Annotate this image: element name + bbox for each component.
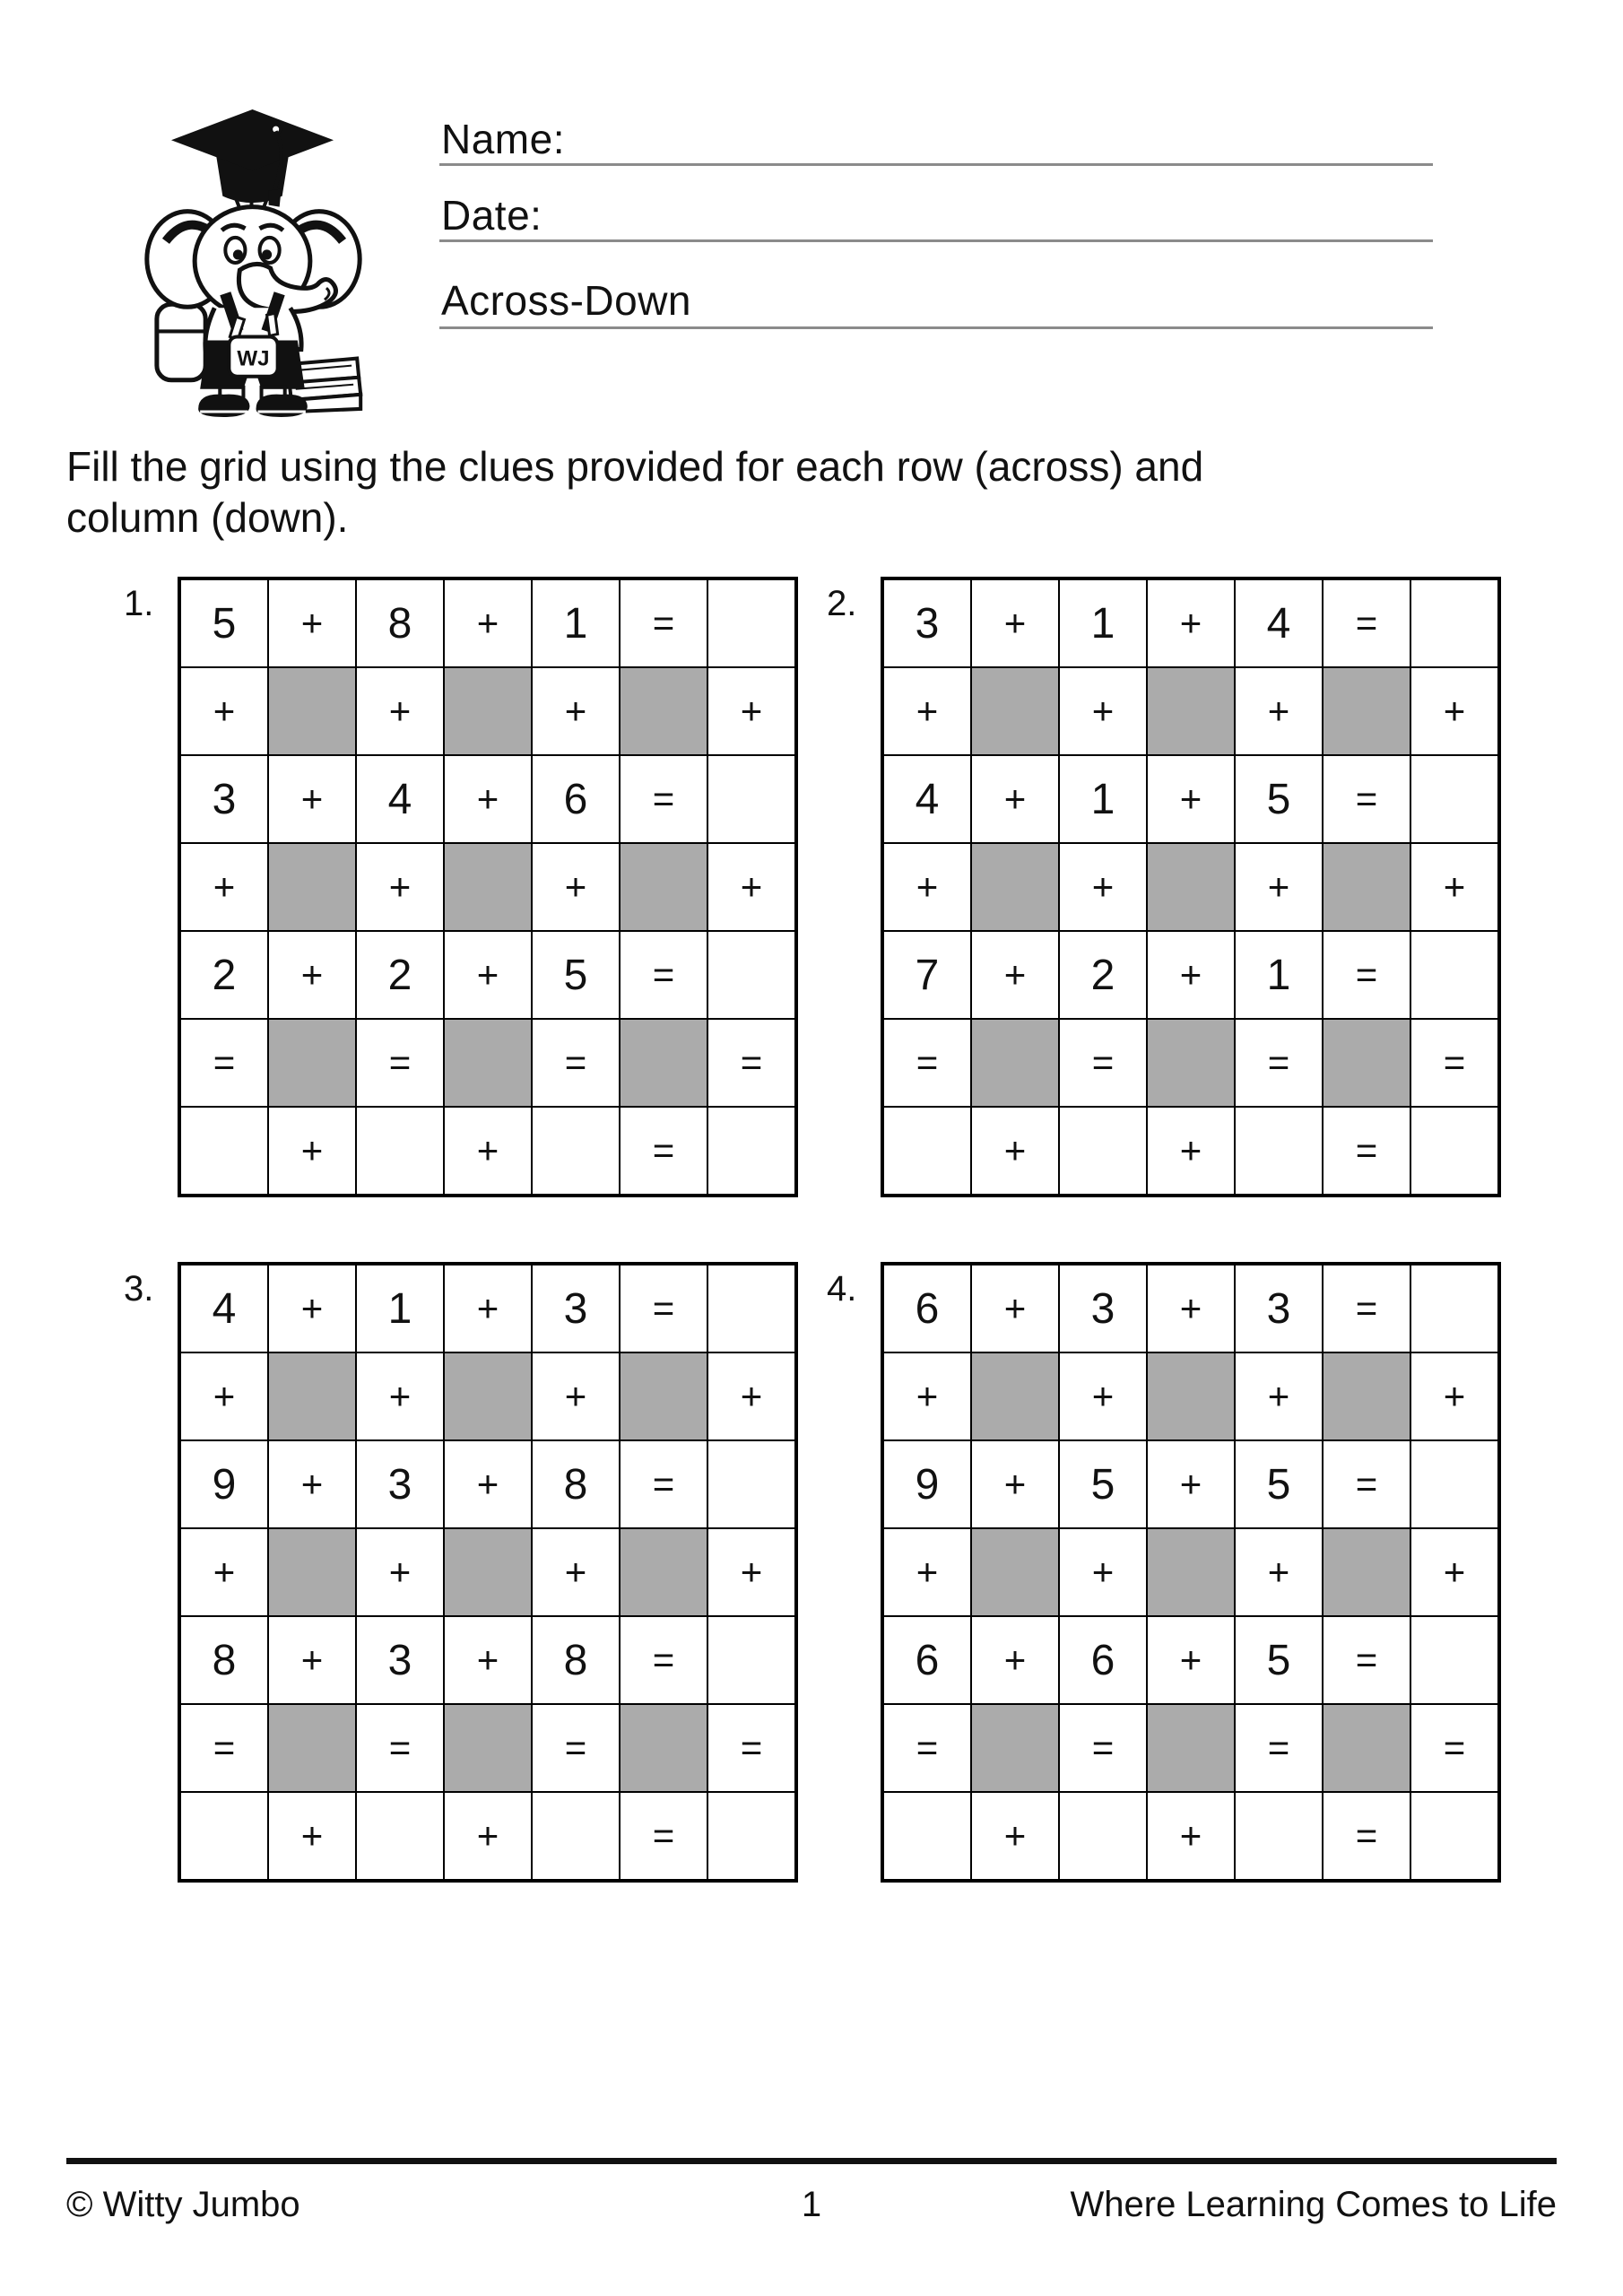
- instructions: [66, 441, 1203, 544]
- plus-cell: +: [444, 1265, 532, 1352]
- puzzle-grid-1: [178, 577, 798, 1197]
- answer-cell: [1235, 1107, 1323, 1195]
- plus-cell: +: [1235, 843, 1323, 931]
- plus-cell: +: [1059, 843, 1147, 931]
- elephant-mascot-icon: [142, 104, 364, 420]
- blocked-cell: [1147, 843, 1235, 931]
- blocked-cell: [268, 1352, 356, 1440]
- equals-cell: =: [1323, 1440, 1410, 1528]
- puzzle-grid-2: [881, 577, 1501, 1197]
- blocked-cell: [268, 843, 356, 931]
- answer-cell: [356, 1792, 444, 1880]
- answer-cell: [1235, 1792, 1323, 1880]
- number-cell: 1: [1059, 579, 1147, 667]
- answer-cell: [707, 1107, 795, 1195]
- equals-cell: =: [620, 1440, 707, 1528]
- blocked-cell: [268, 1528, 356, 1616]
- logo-monogram: WJ: [237, 346, 270, 371]
- plus-cell: +: [1235, 667, 1323, 755]
- equals-cell: =: [1323, 931, 1410, 1019]
- plus-cell: +: [707, 843, 795, 931]
- number-cell: 1: [1235, 931, 1323, 1019]
- puzzle-grid-4: [881, 1262, 1501, 1883]
- plus-cell: +: [1235, 1528, 1323, 1616]
- blocked-cell: [1323, 1352, 1410, 1440]
- equals-cell: =: [1323, 1792, 1410, 1880]
- blocked-cell: [268, 1019, 356, 1107]
- plus-cell: +: [1059, 667, 1147, 755]
- footer-copyright: © Witty Jumbo: [66, 2185, 300, 2224]
- equals-cell: =: [1059, 1019, 1147, 1107]
- number-cell: 2: [180, 931, 268, 1019]
- plus-cell: +: [180, 1528, 268, 1616]
- answer-cell: [1410, 1265, 1498, 1352]
- answer-cell: [707, 931, 795, 1019]
- plus-cell: +: [1147, 755, 1235, 843]
- plus-cell: +: [356, 1528, 444, 1616]
- blocked-cell: [1323, 1019, 1410, 1107]
- plus-cell: +: [268, 1440, 356, 1528]
- number-cell: 6: [1059, 1616, 1147, 1704]
- equals-cell: =: [1323, 1265, 1410, 1352]
- plus-cell: +: [1147, 1440, 1235, 1528]
- answer-cell: [1410, 579, 1498, 667]
- blocked-cell: [268, 667, 356, 755]
- answer-cell: [707, 1265, 795, 1352]
- number-cell: 4: [180, 1265, 268, 1352]
- equals-cell: =: [180, 1704, 268, 1792]
- plus-cell: +: [971, 579, 1059, 667]
- number-cell: 8: [180, 1616, 268, 1704]
- plus-cell: +: [1147, 579, 1235, 667]
- plus-cell: +: [707, 667, 795, 755]
- answer-cell: [532, 1792, 620, 1880]
- blocked-cell: [620, 1352, 707, 1440]
- equals-cell: =: [1323, 1107, 1410, 1195]
- plus-cell: +: [1235, 1352, 1323, 1440]
- number-cell: 1: [1059, 755, 1147, 843]
- number-cell: 8: [532, 1440, 620, 1528]
- plus-cell: +: [444, 1107, 532, 1195]
- blocked-cell: [1147, 667, 1235, 755]
- number-cell: 8: [532, 1616, 620, 1704]
- number-cell: 1: [356, 1265, 444, 1352]
- blocked-cell: [1323, 1528, 1410, 1616]
- plus-cell: +: [532, 843, 620, 931]
- blocked-cell: [444, 1019, 532, 1107]
- number-cell: 3: [883, 579, 971, 667]
- equals-cell: =: [1323, 755, 1410, 843]
- answer-cell: [883, 1792, 971, 1880]
- blocked-cell: [971, 1019, 1059, 1107]
- equals-cell: =: [620, 579, 707, 667]
- plus-cell: +: [268, 1616, 356, 1704]
- blocked-cell: [1147, 1352, 1235, 1440]
- plus-cell: +: [707, 1352, 795, 1440]
- answer-cell: [356, 1107, 444, 1195]
- answer-cell: [180, 1792, 268, 1880]
- name-underline: [439, 163, 1433, 166]
- answer-cell: [1410, 1792, 1498, 1880]
- plus-cell: +: [356, 843, 444, 931]
- plus-cell: +: [444, 755, 532, 843]
- equals-cell: =: [1323, 1616, 1410, 1704]
- plus-cell: +: [1147, 1107, 1235, 1195]
- number-cell: 5: [1235, 1616, 1323, 1704]
- footer-rule: [66, 2158, 1557, 2164]
- plus-cell: +: [1410, 843, 1498, 931]
- equals-cell: =: [532, 1704, 620, 1792]
- blocked-cell: [971, 1352, 1059, 1440]
- footer-tagline: Where Learning Comes to Life: [1070, 2185, 1557, 2224]
- blocked-cell: [444, 667, 532, 755]
- number-cell: 2: [1059, 931, 1147, 1019]
- answer-cell: [1410, 1107, 1498, 1195]
- number-cell: 4: [356, 755, 444, 843]
- answer-cell: [180, 1107, 268, 1195]
- blocked-cell: [268, 1704, 356, 1792]
- equals-cell: =: [883, 1704, 971, 1792]
- blocked-cell: [620, 1019, 707, 1107]
- equals-cell: =: [1059, 1704, 1147, 1792]
- date-label: Date:: [441, 192, 542, 239]
- plus-cell: +: [532, 667, 620, 755]
- plus-cell: +: [1059, 1528, 1147, 1616]
- blocked-cell: [971, 1528, 1059, 1616]
- witty-jumbo-logo: [142, 104, 364, 420]
- number-cell: 6: [883, 1616, 971, 1704]
- number-cell: 6: [532, 755, 620, 843]
- plus-cell: +: [1147, 1265, 1235, 1352]
- plus-cell: +: [180, 1352, 268, 1440]
- plus-cell: +: [532, 1528, 620, 1616]
- plus-cell: +: [532, 1352, 620, 1440]
- plus-cell: +: [707, 1528, 795, 1616]
- number-cell: 3: [532, 1265, 620, 1352]
- equals-cell: =: [1235, 1019, 1323, 1107]
- equals-cell: =: [1410, 1704, 1498, 1792]
- footer-page-number: 1: [801, 2185, 822, 2224]
- name-label: Name:: [441, 116, 565, 162]
- equals-cell: =: [356, 1019, 444, 1107]
- puzzle-number: 2.: [827, 584, 857, 623]
- number-cell: 5: [532, 931, 620, 1019]
- blocked-cell: [1147, 1019, 1235, 1107]
- answer-cell: [883, 1107, 971, 1195]
- date-underline: [439, 239, 1433, 242]
- plus-cell: +: [444, 1616, 532, 1704]
- answer-cell: [1410, 1440, 1498, 1528]
- equals-cell: =: [1410, 1019, 1498, 1107]
- puzzle-grid-3: [178, 1262, 798, 1883]
- blocked-cell: [971, 1704, 1059, 1792]
- plus-cell: +: [356, 1352, 444, 1440]
- number-cell: 5: [1235, 1440, 1323, 1528]
- instructions-line-2: column (down).: [66, 494, 349, 541]
- puzzle-number: 1.: [124, 584, 154, 623]
- number-cell: 3: [180, 755, 268, 843]
- answer-cell: [707, 579, 795, 667]
- number-cell: 7: [883, 931, 971, 1019]
- answer-cell: [707, 1440, 795, 1528]
- equals-cell: =: [620, 1107, 707, 1195]
- blocked-cell: [1323, 1704, 1410, 1792]
- number-cell: 4: [1235, 579, 1323, 667]
- plus-cell: +: [180, 667, 268, 755]
- number-cell: 8: [356, 579, 444, 667]
- plus-cell: +: [883, 843, 971, 931]
- title-underline: [439, 326, 1433, 329]
- number-cell: 1: [532, 579, 620, 667]
- answer-cell: [1410, 755, 1498, 843]
- blocked-cell: [1323, 843, 1410, 931]
- number-cell: 5: [180, 579, 268, 667]
- equals-cell: =: [620, 1265, 707, 1352]
- number-cell: 3: [356, 1440, 444, 1528]
- plus-cell: +: [268, 931, 356, 1019]
- plus-cell: +: [971, 1107, 1059, 1195]
- equals-cell: =: [1323, 579, 1410, 667]
- blocked-cell: [971, 843, 1059, 931]
- equals-cell: =: [180, 1019, 268, 1107]
- blocked-cell: [620, 667, 707, 755]
- number-cell: 3: [356, 1616, 444, 1704]
- blocked-cell: [444, 1352, 532, 1440]
- blocked-cell: [1147, 1528, 1235, 1616]
- blocked-cell: [444, 1704, 532, 1792]
- plus-cell: +: [1410, 1528, 1498, 1616]
- number-cell: 2: [356, 931, 444, 1019]
- answer-cell: [1059, 1107, 1147, 1195]
- instructions-line-1: Fill the grid using the clues provided for each row (across) and: [66, 443, 1204, 490]
- number-cell: 9: [180, 1440, 268, 1528]
- answer-cell: [532, 1107, 620, 1195]
- equals-cell: =: [620, 931, 707, 1019]
- equals-cell: =: [707, 1704, 795, 1792]
- plus-cell: +: [180, 843, 268, 931]
- plus-cell: +: [356, 667, 444, 755]
- equals-cell: =: [1235, 1704, 1323, 1792]
- plus-cell: +: [1147, 1616, 1235, 1704]
- answer-cell: [707, 1616, 795, 1704]
- number-cell: 3: [1059, 1265, 1147, 1352]
- equals-cell: =: [620, 1792, 707, 1880]
- number-cell: 5: [1235, 755, 1323, 843]
- blocked-cell: [444, 843, 532, 931]
- equals-cell: =: [707, 1019, 795, 1107]
- plus-cell: +: [268, 1265, 356, 1352]
- plus-cell: +: [971, 755, 1059, 843]
- plus-cell: +: [971, 1440, 1059, 1528]
- plus-cell: +: [883, 667, 971, 755]
- plus-cell: +: [444, 1792, 532, 1880]
- equals-cell: =: [620, 755, 707, 843]
- equals-cell: =: [883, 1019, 971, 1107]
- blocked-cell: [1147, 1704, 1235, 1792]
- plus-cell: +: [971, 1616, 1059, 1704]
- number-cell: 4: [883, 755, 971, 843]
- plus-cell: +: [1410, 1352, 1498, 1440]
- plus-cell: +: [1059, 1352, 1147, 1440]
- plus-cell: +: [268, 1792, 356, 1880]
- plus-cell: +: [883, 1528, 971, 1616]
- puzzle-number: 4.: [827, 1269, 857, 1309]
- blocked-cell: [620, 843, 707, 931]
- plus-cell: +: [883, 1352, 971, 1440]
- answer-cell: [1410, 931, 1498, 1019]
- blocked-cell: [971, 667, 1059, 755]
- plus-cell: +: [971, 931, 1059, 1019]
- equals-cell: =: [532, 1019, 620, 1107]
- plus-cell: +: [971, 1792, 1059, 1880]
- puzzle-number: 3.: [124, 1269, 154, 1309]
- answer-cell: [707, 1792, 795, 1880]
- blocked-cell: [620, 1528, 707, 1616]
- plus-cell: +: [268, 579, 356, 667]
- plus-cell: +: [268, 755, 356, 843]
- number-cell: 3: [1235, 1265, 1323, 1352]
- number-cell: 6: [883, 1265, 971, 1352]
- equals-cell: =: [620, 1616, 707, 1704]
- plus-cell: +: [1410, 667, 1498, 755]
- number-cell: 9: [883, 1440, 971, 1528]
- plus-cell: +: [1147, 1792, 1235, 1880]
- answer-cell: [707, 755, 795, 843]
- blocked-cell: [1323, 667, 1410, 755]
- answer-cell: [1059, 1792, 1147, 1880]
- answer-cell: [1410, 1616, 1498, 1704]
- plus-cell: +: [268, 1107, 356, 1195]
- blocked-cell: [444, 1528, 532, 1616]
- plus-cell: +: [444, 1440, 532, 1528]
- plus-cell: +: [444, 931, 532, 1019]
- worksheet-title: Across-Down: [441, 277, 692, 324]
- number-cell: 5: [1059, 1440, 1147, 1528]
- plus-cell: +: [444, 579, 532, 667]
- equals-cell: =: [356, 1704, 444, 1792]
- plus-cell: +: [971, 1265, 1059, 1352]
- blocked-cell: [620, 1704, 707, 1792]
- plus-cell: +: [1147, 931, 1235, 1019]
